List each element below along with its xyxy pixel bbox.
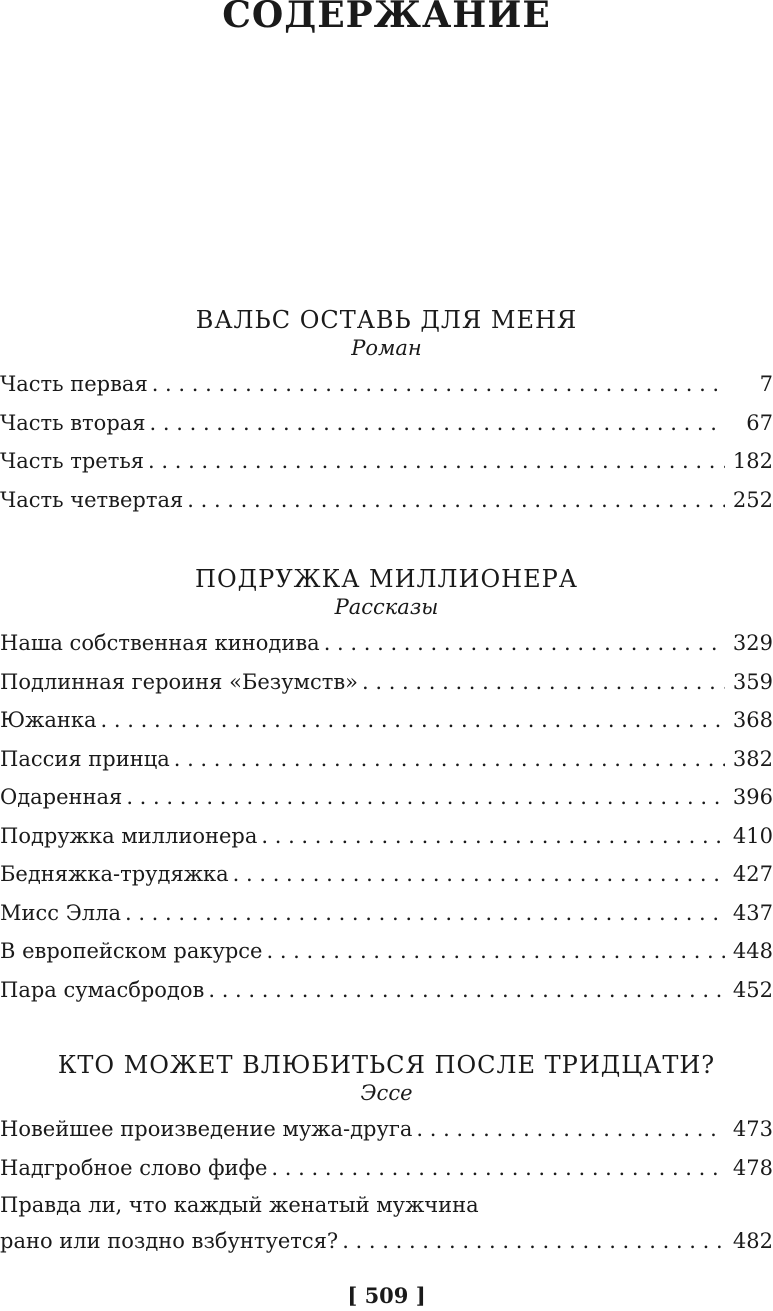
toc-entry[interactable]: [0, 442, 773, 481]
toc-entry[interactable]: [0, 404, 773, 443]
toc-entry[interactable]: [0, 365, 773, 404]
entry-page: 396: [732, 785, 773, 809]
entry-title: Часть вторая: [0, 410, 146, 435]
entry-title: Мисс Элла: [0, 900, 121, 925]
toc-entry-multiline[interactable]: [0, 1187, 773, 1259]
entry-page: 427: [732, 862, 773, 886]
toc-entry[interactable]: [0, 740, 773, 779]
leader-dots: [150, 404, 725, 443]
entry-title-line1: Правда ли, что каждый женатый мужчина: [0, 1193, 479, 1217]
entry-title: В европейском ракурсе: [0, 939, 263, 963]
leader-dots: [362, 663, 725, 702]
entry-title: Пассия принца: [0, 746, 170, 771]
toc-entry[interactable]: [0, 663, 773, 702]
leader-dots: [187, 481, 725, 520]
entry-title: Часть первая: [0, 372, 148, 396]
entry-page: 478: [732, 1155, 773, 1180]
entry-page: 7: [759, 372, 773, 396]
section-subtitle: Роман: [351, 336, 422, 360]
toc-entry[interactable]: [0, 855, 773, 894]
section-stories: [0, 564, 773, 1009]
leader-dots: [101, 701, 725, 740]
entry-title: Новейшее произведение мужа-друга: [0, 1117, 413, 1141]
leader-dots: [125, 894, 725, 933]
entry-title: Пара сумасбродов: [0, 977, 205, 1002]
section-novel: [0, 305, 773, 519]
entry-title: Часть третья: [0, 449, 145, 473]
entry-page: 437: [732, 900, 773, 925]
entry-title: Надгробное слово фифе: [0, 1155, 268, 1180]
entry-page: 67: [746, 410, 773, 435]
section-subtitle: Эссе: [360, 1081, 413, 1105]
entry-page: 473: [732, 1117, 773, 1141]
leader-dots: [174, 740, 725, 779]
leader-dots: [266, 932, 725, 971]
leader-dots: [416, 1110, 725, 1149]
entry-title-line2: рано или поздно взбунтуется?: [0, 1229, 339, 1253]
toc-entry[interactable]: [0, 701, 773, 740]
leader-dots: [324, 624, 725, 663]
entry-page: 448: [732, 939, 773, 963]
entry-title: Подлинная героиня «Безумств»: [0, 669, 358, 694]
leader-dots: [271, 1149, 725, 1188]
entry-title: Часть четвертая: [0, 487, 184, 512]
toc-entry[interactable]: [0, 932, 773, 971]
toc-entry[interactable]: [0, 624, 773, 663]
toc-entry[interactable]: [0, 778, 773, 817]
leader-dots: [233, 855, 725, 894]
leader-dots: [126, 778, 725, 817]
toc-entry[interactable]: [0, 481, 773, 520]
toc-entry[interactable]: [0, 1110, 773, 1149]
entry-page: 410: [732, 823, 773, 848]
leader-dots: [342, 1223, 725, 1259]
entry-title: Бедняжка-трудяжка: [0, 862, 229, 886]
toc-entry[interactable]: [0, 817, 773, 856]
section-subtitle: Рассказы: [334, 595, 439, 619]
page-title: СОДЕРЖАНИЕ: [222, 0, 551, 36]
section-title: ПОДРУЖКА МИЛЛИОНЕРА: [195, 565, 578, 593]
entry-title: Южанка: [0, 708, 97, 732]
toc-entry[interactable]: [0, 894, 773, 933]
toc-entry[interactable]: [0, 971, 773, 1010]
leader-dots: [208, 971, 725, 1010]
section-title: КТО МОЖЕТ ВЛЮБИТЬСЯ ПОСЛЕ ТРИДЦАТИ?: [57, 1051, 716, 1079]
entry-title: Одаренная: [0, 785, 123, 809]
leader-dots: [261, 817, 725, 856]
entry-title: Подружка миллионера: [0, 823, 258, 848]
entry-title: Наша собственная кинодива: [0, 631, 320, 655]
entry-page: 329: [732, 631, 773, 655]
section-essays: [0, 1050, 773, 1259]
leader-dots: [148, 442, 725, 481]
entry-page: 182: [732, 449, 773, 473]
entry-page: 452: [732, 977, 773, 1002]
section-title: ВАЛЬС ОСТАВЬ ДЛЯ МЕНЯ: [195, 306, 578, 334]
entry-page: 382: [732, 746, 773, 771]
entry-row2: [0, 1223, 773, 1259]
entry-page: 368: [732, 708, 773, 732]
entry-page: 359: [732, 669, 773, 694]
leader-dots: [152, 365, 725, 404]
toc-entry[interactable]: [0, 1149, 773, 1188]
entry-page: 482: [732, 1229, 773, 1253]
page-number: [ 509 ]: [347, 1283, 426, 1308]
entry-page: 252: [732, 487, 773, 512]
